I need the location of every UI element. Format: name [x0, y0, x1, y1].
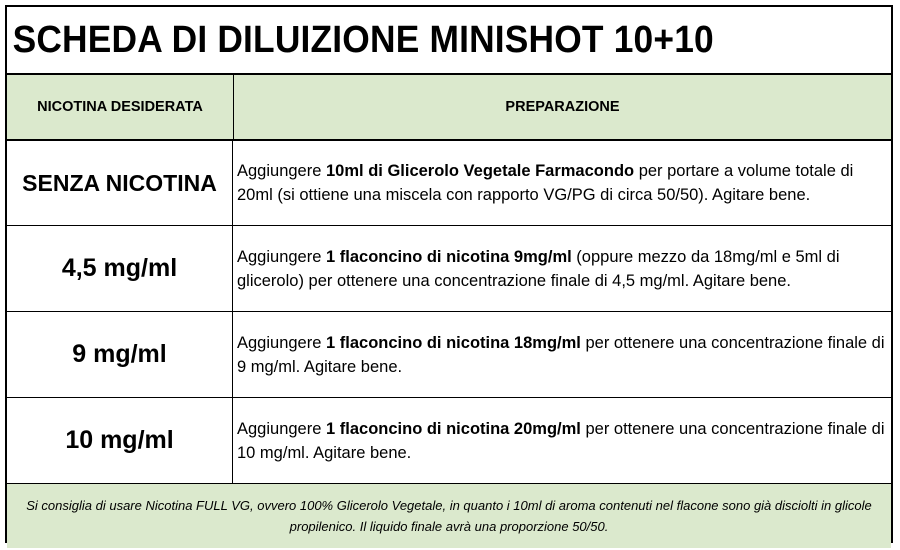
nicotine-level-cell: 4,5 mg/ml	[7, 226, 233, 311]
preparation-text-bold: 1 flaconcino di nicotina 9mg/ml	[326, 247, 572, 266]
table-row	[7, 226, 891, 312]
preparation-cell	[233, 141, 891, 225]
preparation-text-pre: Aggiungere	[237, 162, 326, 180]
table-row	[7, 398, 891, 484]
nicotine-level-cell: 9 mg/ml	[7, 312, 233, 397]
title-row	[7, 7, 891, 75]
header-nicotine-level: NICOTINA DESIDERATA	[7, 75, 234, 139]
preparation-cell	[233, 398, 891, 483]
nicotine-level-cell: SENZA NICOTINA	[7, 141, 233, 225]
preparation-text-bold: 10ml di Glicerolo Vegetale Farmacondo	[326, 162, 635, 180]
nicotine-level-cell: 10 mg/ml	[7, 398, 233, 483]
preparation-text-bold: 1 flaconcino di nicotina 18mg/ml	[326, 333, 581, 352]
preparation-text-post: per portare a volume totale di 20ml (si ottiene una miscela con rapporto VG/PG di circa 50/50). Agitare bene.	[237, 162, 854, 204]
preparation-cell	[233, 226, 891, 311]
page-title: SCHEDA DI DILUIZIONE MINISHOT 10+10	[12, 18, 714, 61]
preparation-text-pre: Aggiungere	[237, 419, 326, 438]
preparation-text-pre: Aggiungere	[237, 333, 326, 352]
preparation-text-post: per ottenere una concentrazione finale di 9 mg/ml. Agitare bene.	[237, 333, 885, 376]
header-preparation: PREPARAZIONE	[505, 99, 620, 115]
dilution-table	[5, 5, 893, 543]
table-row	[7, 312, 891, 398]
preparation-cell	[233, 312, 891, 397]
preparation-text-pre: Aggiungere	[237, 247, 326, 266]
preparation-text-bold: 1 flaconcino di nicotina 20mg/ml	[326, 419, 581, 438]
footer-note: Si consiglia di usare Nicotina FULL VG, ovvero 100% Glicerolo Vegetale, in quanto i 10ml di aroma contenuti nel flacone sono già disciolti in glicole propilenico. Il liquido finale avrà una proporzione 50/50.	[7, 484, 891, 548]
table-header	[7, 75, 891, 141]
preparation-text-post: per ottenere una concentrazione finale di 10 mg/ml. Agitare bene.	[237, 419, 885, 462]
preparation-text-post: (oppure mezzo da 18mg/ml e 5ml di glicerolo) per ottenere una concentrazione finale di 4,5 mg/ml. Agitare bene.	[237, 247, 840, 290]
table-row	[7, 141, 891, 226]
